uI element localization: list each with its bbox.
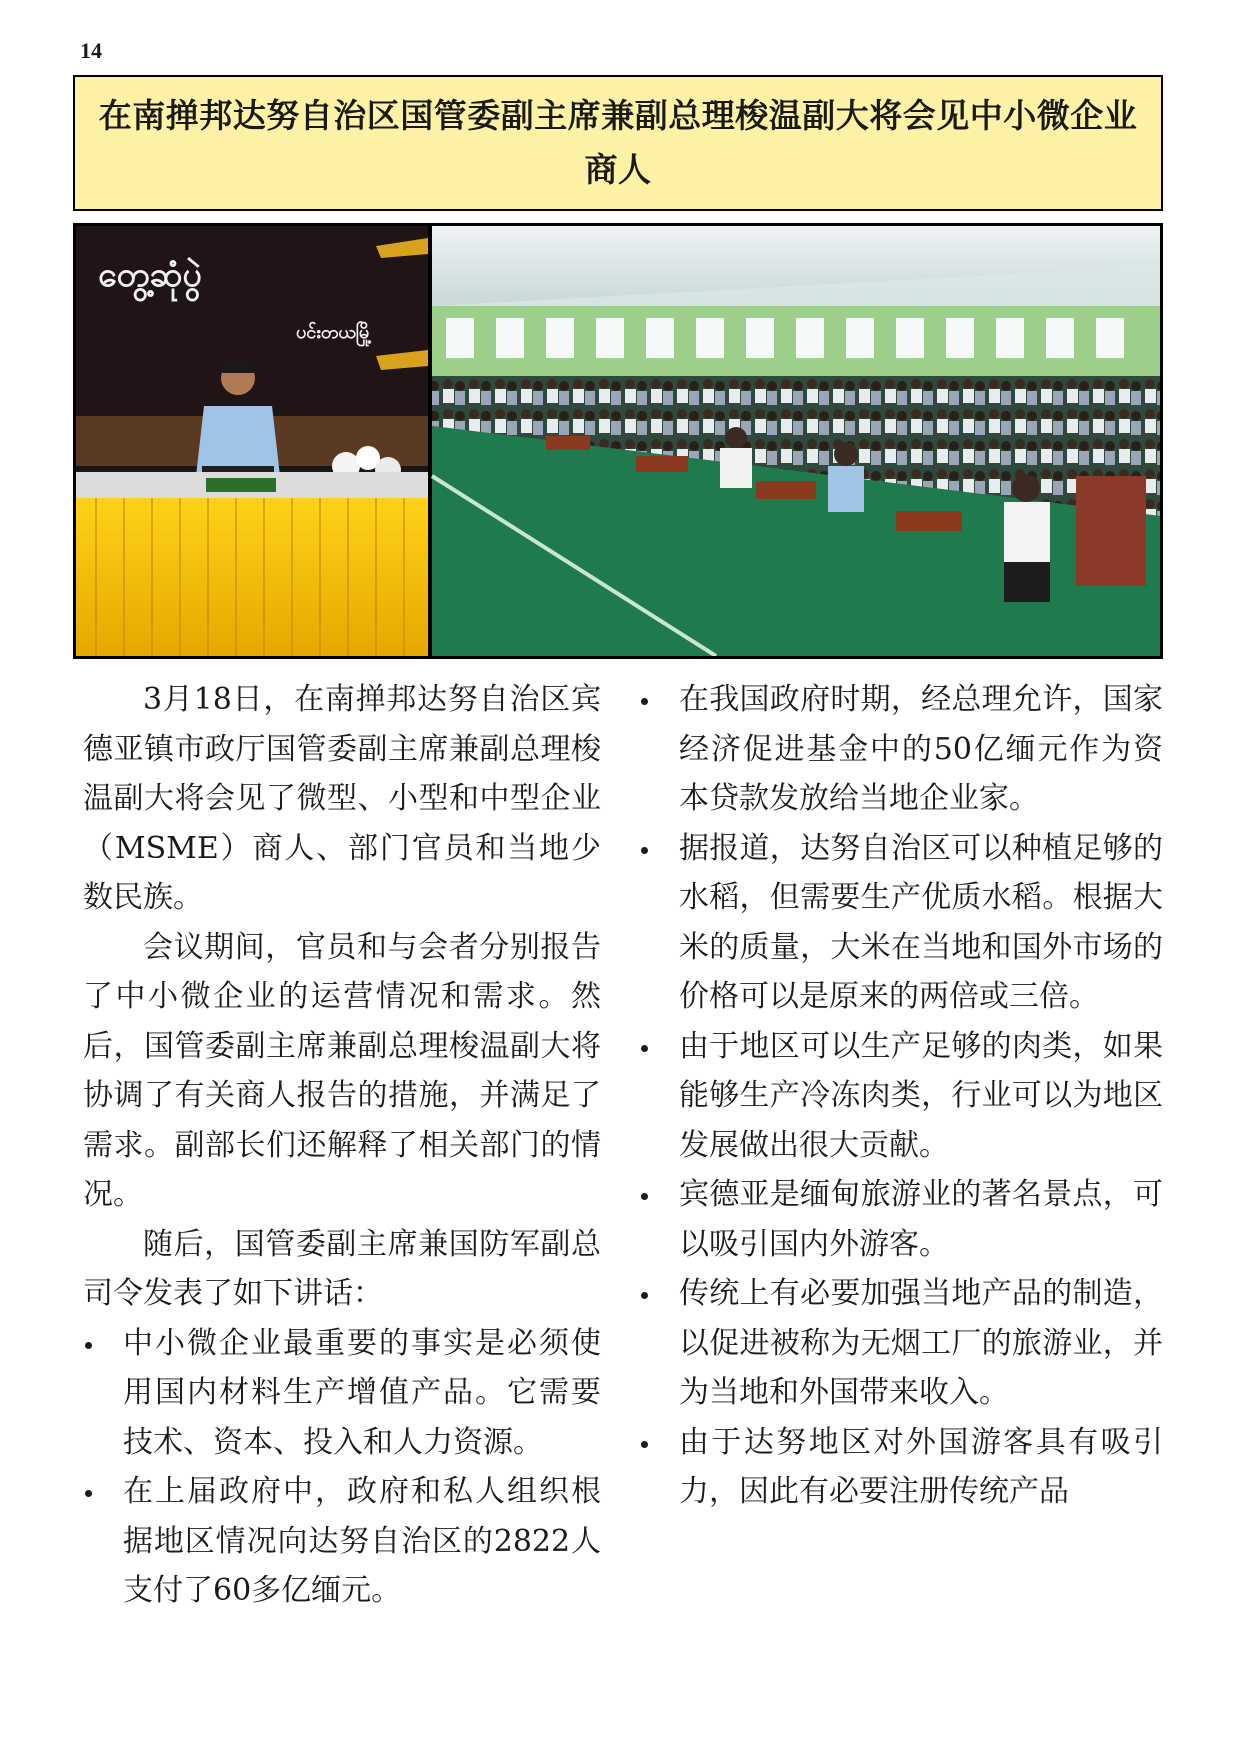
bullet-list (639, 675, 1163, 1517)
bullet-item: 中小微企业最重要的事实是必须使用国内材料生产增值产品。它需要技术、资本、投入和人力资源。 (83, 1319, 601, 1468)
headline-box (73, 75, 1163, 211)
bullet-item: 据报道，达努自治区可以种植足够的水稻，但需要生产优质水稻。根据大米的质量，大米在当地和国外市场的价格可以是原来的两倍或三倍。 (639, 824, 1163, 1022)
photo-illustration (76, 226, 1160, 656)
page-number: 14 (80, 38, 102, 63)
bullet-item: 宾德亚是缅甸旅游业的著名景点，可以吸引国内外游客。 (639, 1170, 1163, 1269)
bullet-item: 由于达努地区对外国游客具有吸引力，因此有必要注册传统产品 (639, 1418, 1163, 1517)
right-column (639, 675, 1163, 1517)
banner-caption-main: တွေ့ဆုံပွဲ (98, 255, 202, 295)
left-photo (76, 226, 428, 656)
bullet-item: 传统上有必要加强当地产品的制造，以促进被称为无烟工厂的旅游业，并为当地和外国带来收入。 (639, 1269, 1163, 1418)
bullet-item: 由于地区可以生产足够的肉类，如果能够生产冷冻肉类，行业可以为地区发展做出很大贡献。 (639, 1022, 1163, 1171)
paragraph: 3月18日，在南掸邦达努自治区宾德亚镇市政厅国管委副主席兼副总理梭温副大将会见了微型、小型和中型企业（MSME）商人、部门官员和当地少数民族。 (83, 682, 601, 915)
bullet-item: 在我国政府时期，经总理允许，国家经济促进基金中的50亿缅元作为资本贷款发放给当地企业家。 (639, 675, 1163, 824)
left-column (83, 675, 601, 1616)
headline: 在南掸邦达努自治区国管委副主席兼副总理梭温副大将会见中小微企业商人 (98, 96, 1138, 189)
photo-collage (73, 223, 1163, 659)
paragraph: 会议期间，官员和与会者分别报告了中小微企业的运营情况和需求。然后，国管委副主席兼副总理梭温副大将协调了有关商人报告的措施，并满足了需求。副部长们还解释了相关部门的情况。 (83, 929, 601, 1212)
paragraph: 随后，国管委副主席兼国防军副总司令发表了如下讲话： (83, 1226, 601, 1311)
article-body (83, 675, 1163, 1685)
bullet-list (83, 1319, 601, 1616)
banner-caption-place: ပင်းတယမြို့ (296, 322, 372, 343)
bullet-item: 在上届政府中，政府和私人组织根据地区情况向达努自治区的2822人支付了60多亿缅元。 (83, 1467, 601, 1616)
right-photo (432, 226, 1160, 656)
